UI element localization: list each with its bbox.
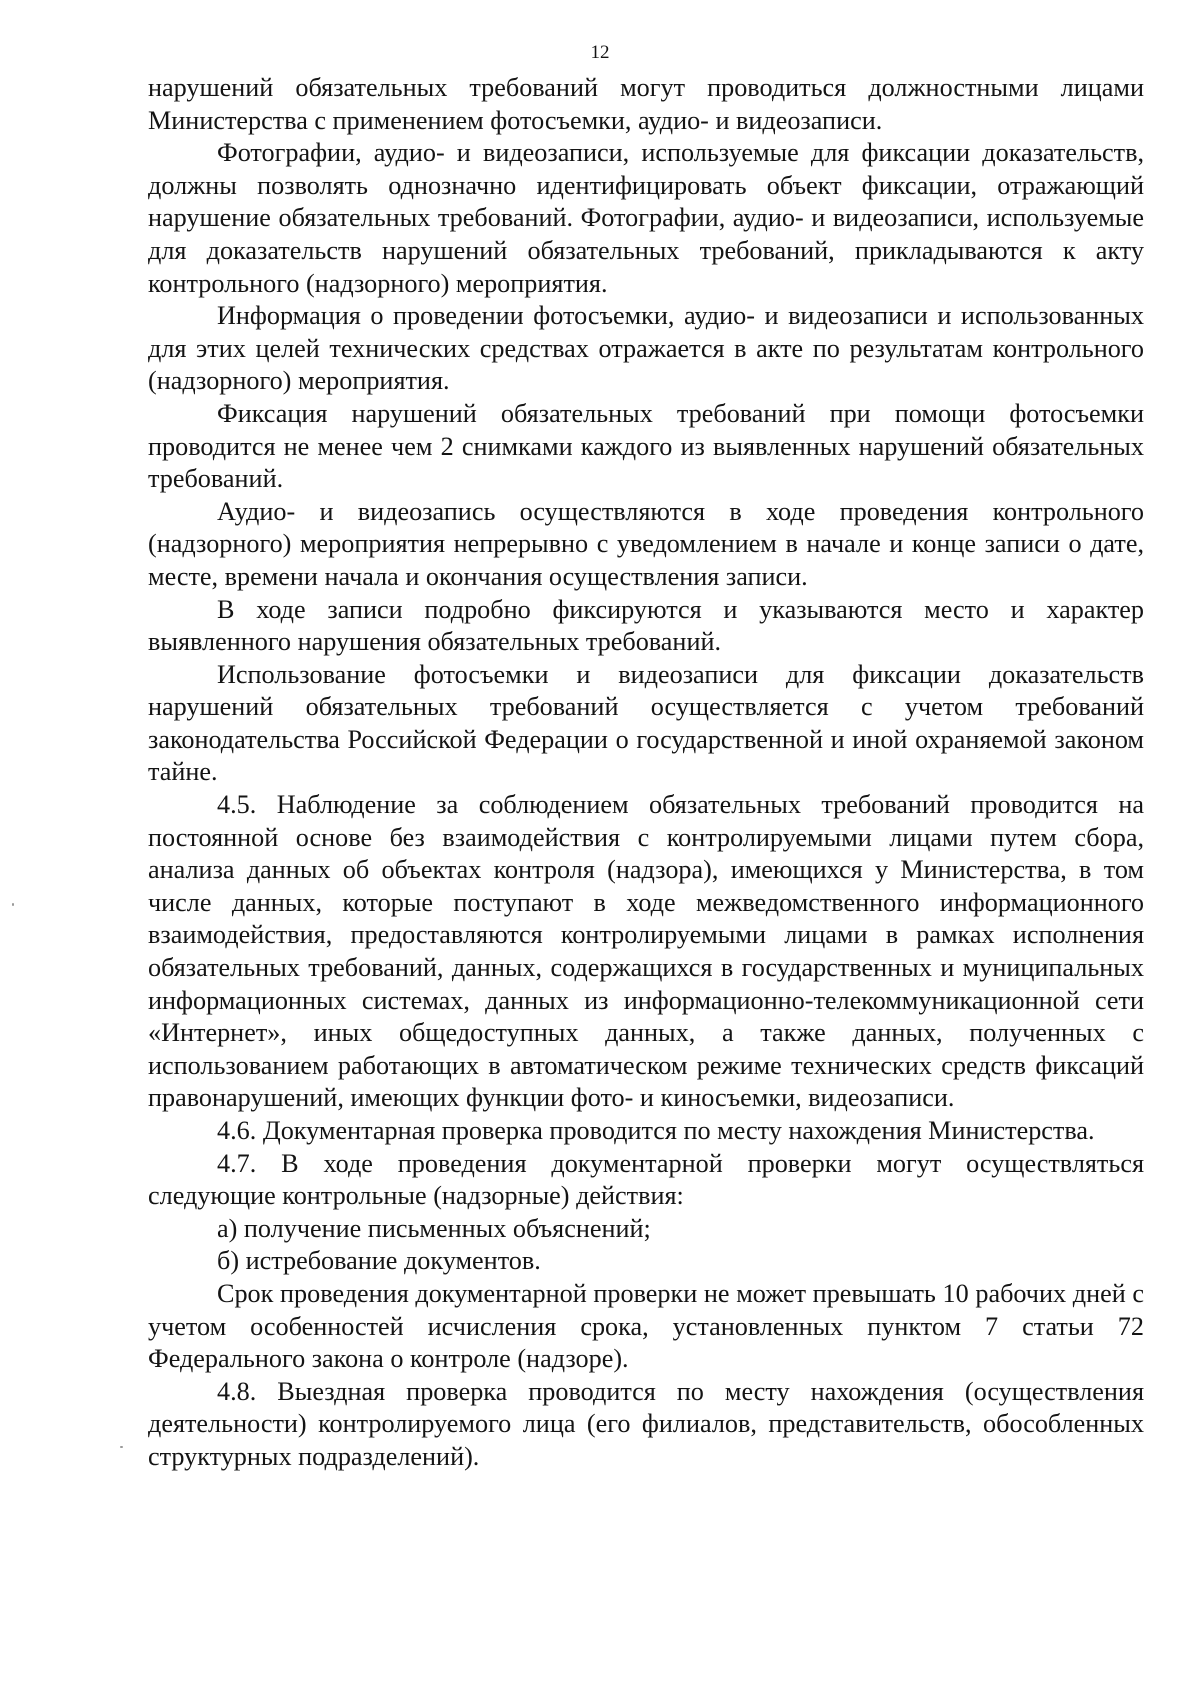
paragraph-term: Срок проведения документарной проверки не может превышать 10 рабочих дней с учетом особенностей исчисления срока, установленных пунктом 7 статьи 72 Федерального закона о контроле (надзоре). xyxy=(148,1278,1144,1374)
paragraph-photo-fixation: Фиксация нарушений обязательных требований при помощи фотосъемки проводится не менее чем 2 снимками каждого из выявленных нарушений обязательных требований. xyxy=(148,398,1144,494)
paragraph-continuation: нарушений обязательных требований могут проводиться должностными лицами Министерства с применением фотосъемки, аудио- и видеозаписи. xyxy=(148,73,1144,135)
paragraph-4-8-onsite: 4.8. Выездная проверка проводится по месту нахождения (осуществления деятельности) контролируемого лица (его филиалов, представительств, обособленных структурных подразделений). xyxy=(148,1376,1144,1471)
paragraph-photo-requirements: Фотографии, аудио- и видеозаписи, используемые для фиксации доказательств, должны позволять однозначно идентифицировать объект фиксации, отражающий нарушение обязательных требований. Фотографии, аудио- и видеозаписи, используемые для доказательств нарушений обязательных требований, прикладываются к акту контрольного (надзорного) мероприятия. xyxy=(148,138,1144,298)
scan-artifact xyxy=(12,903,14,906)
paragraph-recording-info: Информация о проведении фотосъемки, аудио- и видеозаписи и использованных для этих целей технических средствах отражается в акте по результатам контрольного (надзорного) мероприятия. xyxy=(148,301,1144,396)
scan-artifact xyxy=(120,1446,123,1448)
document-body xyxy=(148,72,1144,1474)
page-number: 12 xyxy=(590,42,610,63)
paragraph-recording-details: В ходе записи подробно фиксируются и указываются место и характер выявленного нарушения обязательных требований. xyxy=(148,594,1144,657)
list-item-a: а) получение письменных объяснений; xyxy=(217,1213,651,1243)
paragraph-4-7-actions: 4.7. В ходе проведения документарной проверки могут осуществляться следующие контрольные (надзорные) действия: xyxy=(148,1148,1144,1211)
paragraph-audio-video: Аудио- и видеозапись осуществляются в ходе проведения контрольного (надзорного) мероприятия непрерывно с уведомлением в начале и конце записи о дате, месте, времени начала и окончания осуществления записи. xyxy=(148,496,1144,591)
paragraph-4-5-observation: 4.5. Наблюдение за соблюдением обязательных требований проводится на постоянной основе без взаимодействия с контролируемыми лицами путем сбора, анализа данных об объектах контроля (надзора), имеющихся у Министерства, в том числе данных, которые поступают в ходе межведомственного информационного взаимодействия, предоставляются контролируемыми лицами в рамках исполнения обязательных требований, данных, содержащихся в государственных и муниципальных информационных системах, данных из информационно-телекоммуникационной сети «Интернет», иных общедоступных данных, а также данных, полученных с использованием работающих в автоматическом режиме технических средств фиксаций правонарушений, имеющих функции фото- и киносъемки, видеозаписи. xyxy=(148,790,1144,1113)
paragraph-4-6-documentary: 4.6. Документарная проверка проводится по месту нахождения Министерства. xyxy=(217,1116,1095,1145)
list-item-b: б) истребование документов. xyxy=(217,1246,541,1276)
paragraph-secrecy: Использование фотосъемки и видеозаписи для фиксации доказательств нарушений обязательных требований осуществляется с учетом требований законодательства Российской Федерации о государственной и иной охраняемой законом тайне. xyxy=(148,659,1144,787)
